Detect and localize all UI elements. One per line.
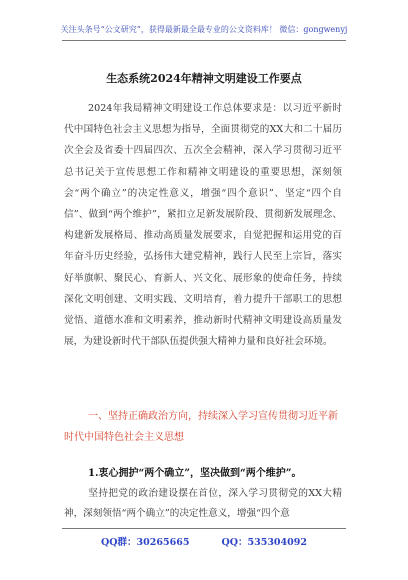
header-banner: 关注头条号“公文研究”，获得最新最全最专业的公文资料库！ 微信：gongwenyj — [60, 25, 348, 34]
sub-paragraph-text: 坚持把党的政治建设摆在首位，深入学习贯彻党的XX大精神，深刻领悟“两个确立”的决定性意义，增强“四个意 — [64, 488, 342, 519]
header-divider — [62, 40, 346, 41]
footer-divider — [62, 528, 346, 529]
intro-text: 2024年我局精神文明建设工作总体要求是：以习近平新时代中国特色社会主义思想为指导，全面贯彻党的XX大和二十届历次全会及省委十四届四次、五次全会精神，深入学习贯彻习近平总书记关于宣传思想工作和精神文明建设的重要思想，深刻领会“两个确立”的决定性意义，增强“四个意识”、坚定“四个自信”、做到“两个维护”，紧扣立足新发展阶段、贯彻新发展理念、构建新发展格局、推动高质量发展要求，自觉把握和运用党的百年奋斗历史经验，弘扬伟大建党精神，践行人民至上宗旨，落实好举旗帜、聚民心、育新人、兴文化、展形象的使命任务，持续深化文明创建、文明实践、文明培育，着力提升干部职工的思想觉悟、道德水准和文明素养，推动新时代精神文明建设高质量发展，为建设新时代干部队伍提供强大精神力量和良好社会环境。 — [64, 103, 342, 348]
footer-qq-group: QQ群：30265665 — [101, 537, 190, 548]
sub-heading-text: 1.衷心拥护“两个确立”，坚决做到“两个维护”。 — [88, 468, 302, 479]
intro-paragraph — [64, 98, 342, 352]
section-heading-text: 一、坚持正确政治方向，持续深入学习宣传贯彻习近平新时代中国特色社会主义思想 — [64, 411, 338, 443]
sub-heading — [64, 464, 342, 484]
section-heading — [64, 406, 342, 448]
footer-qq: QQ：535304092 — [221, 537, 307, 548]
footer-contact — [0, 534, 408, 548]
sub-paragraph — [64, 484, 342, 524]
document-title: 生态系统2024年精神文明建设工作要点 — [106, 72, 302, 85]
